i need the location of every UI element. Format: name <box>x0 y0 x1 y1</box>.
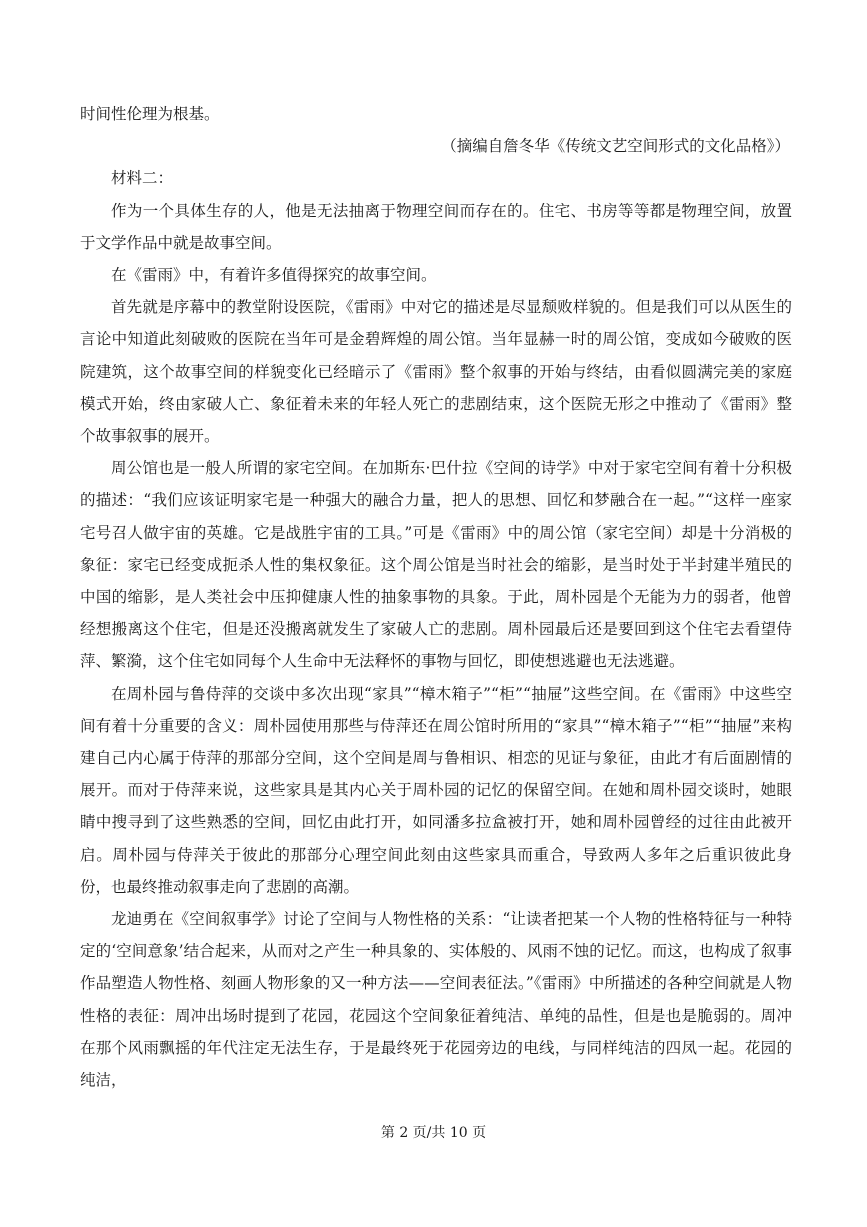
continuation-line: 时间性伦理为根基。 <box>80 105 220 123</box>
page-footer: 第 2 页/共 10 页 <box>380 1125 487 1141</box>
section-label: 材料二： <box>111 169 174 188</box>
document-page <box>80 98 792 1096</box>
paragraph-2: 在《雷雨》中，有着许多值得探究的故事空间。 <box>111 266 437 285</box>
paragraph-3: 首先就是序幕中的教堂附设医院，《雷雨》中对它的描述是尽显颓败样貌的。但是我们可以从医生的言论中知道此刻破败的医院在当年可是金碧辉煌的周公馆。当年显赫一时的周公馆，变成如今破败的医院建筑，这个故事空间的样貌变化已经暗示了《雷雨》整个叙事的开始与终结，由看似圆满完美的家庭模式开始，终由家破人亡、象征着未来的年轻人死亡的悲剧结束，这个医院无形之中推动了《雷雨》整个故事叙事的展开。 <box>80 298 792 446</box>
paragraph-6: 龙迪勇在《空间叙事学》讨论了空间与人物性格的关系：“让读者把某一个人物的性格特征与一种特定的‘空间意象’结合起来，从而对之产生一种具象的、实体般的、风雨不蚀的记忆。而这，也构成了叙事作品塑造人物性格、刻画人物形象的又一种方法——空间表征法。”《雷雨》中所描述的各种空间就是人物性格的表征：周冲出场时提到了花园，花园这个空间象征着纯洁、单纯的品性，但是也是脆弱的。周冲在那个风雨飘摇的年代注定无法生存，于是最终死于花园旁边的电线，与同样纯洁的四凤一起。花园的纯洁， <box>80 910 792 1090</box>
paragraph-1: 作为一个具体生存的人，他是无法抽离于物理空间而存在的。住宅、书房等等都是物理空间，放置于文学作品中就是故事空间。 <box>80 201 792 252</box>
paragraph-4: 周公馆也是一般人所谓的家宅空间。在加斯东·巴什拉《空间的诗学》中对于家宅空间有着十分积极的描述：“我们应该证明家宅是一种强大的融合力量，把人的思想、回忆和梦融合在一起。”“这样一座家宅号召人做宇宙的英雄。它是战胜宇宙的工具。”可是《雷雨》中的周公馆（家宅空间）却是十分消极的象征：家宅已经变成扼杀人性的集权象征。这个周公馆是当时社会的缩影，是当时处于半封建半殖民的中国的缩影，是人类社会中压抑健康人性的抽象事物的具象。于此，周朴园是个无能为力的弱者，他曾经想搬离这个住宅，但是还没搬离就发生了家破人亡的悲剧。周朴园最后还是要回到这个住宅去看望侍萍、繁漪，这个住宅如同每个人生命中无法释怀的事物与回忆，即使想逃避也无法逃避。 <box>80 459 792 671</box>
source-citation: （摘编自詹冬华《传统文艺空间形式的文化品格》） <box>441 137 790 156</box>
paragraph-5: 在周朴园与鲁侍萍的交谈中多次出现“家具”“樟木箱子”“柜”“抽屉”这些空间。在《雷雨》中这些空间有着十分重要的含义：周朴园使用那些与侍萍还在周公馆时所用的“家具”“樟木箱子”“柜”“抽屉”来构建自己内心属于侍萍的那部分空间，这个空间是周与鲁相识、相恋的见证与象征，由此才有后面剧情的展开。而对于侍萍来说，这些家具是其内心关于周朴园的记忆的保留空间。在她和周朴园交谈时，她眼睛中搜寻到了这些熟悉的空间，回忆由此打开，如同潘多拉盒被打开，她和周朴园曾经的过往由此被开启。周朴园与侍萍关于彼此的那部分心理空间此刻由这些家具而重合，导致两人多年之后重识彼此身份，也最终推动叙事走向了悲剧的高潮。 <box>80 684 792 896</box>
